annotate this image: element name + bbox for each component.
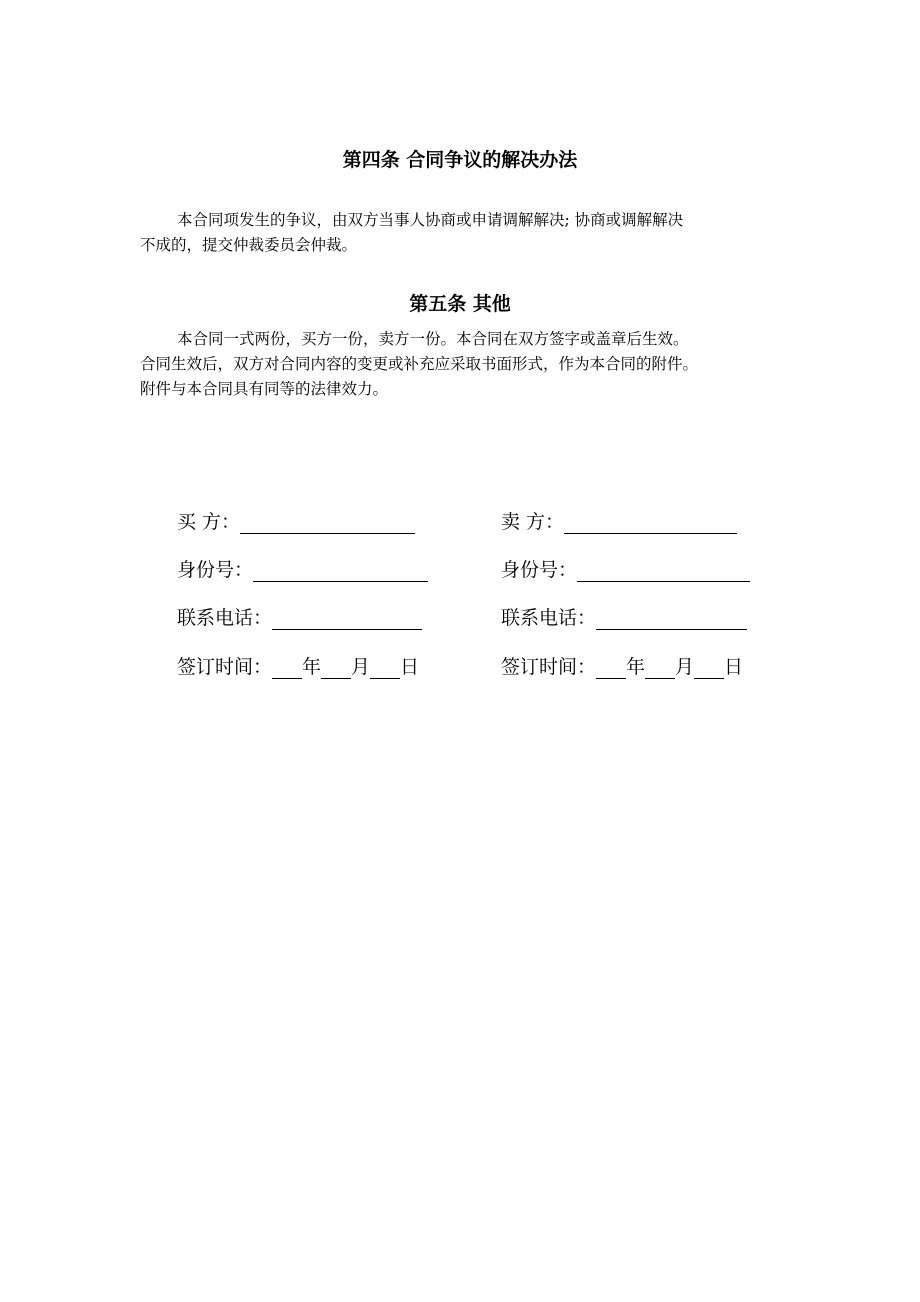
buyer-name-row xyxy=(177,510,497,534)
buyer-date-label: 签订时间： xyxy=(177,656,273,678)
buyer-day-unit: 日 xyxy=(400,656,420,678)
seller-phone-field[interactable] xyxy=(596,609,747,630)
seller-month-unit: 月 xyxy=(675,656,695,678)
seller-phone-label: 联系电话： xyxy=(501,607,597,629)
seller-id-label: 身份号： xyxy=(501,559,578,581)
article-5-body xyxy=(140,327,785,402)
buyer-phone-row xyxy=(177,606,497,630)
seller-date-row xyxy=(501,655,821,679)
buyer-year-unit: 年 xyxy=(302,656,322,678)
article-5-line-2: 合同生效后，双方对合同内容的变更或补充应采取书面形式，作为本合同的附件。 xyxy=(140,355,699,373)
buyer-id-field[interactable] xyxy=(253,561,428,582)
buyer-id-row xyxy=(177,558,497,582)
article-4-title: 第四条 合同争议的解决办法 xyxy=(342,149,578,171)
seller-month-field[interactable] xyxy=(645,658,675,679)
seller-year-field[interactable] xyxy=(596,658,626,679)
seller-name-row xyxy=(501,510,821,534)
seller-id-field[interactable] xyxy=(577,561,750,582)
article-4-line-2: 不成的，提交仲裁委员会仲裁。 xyxy=(140,236,358,254)
article-4-body xyxy=(140,208,785,258)
buyer-phone-field[interactable] xyxy=(272,609,422,630)
seller-day-field[interactable] xyxy=(694,658,724,679)
article-5-line-1: 本合同一式两份，买方一份，卖方一份。本合同在双方签字或盖章后生效。 xyxy=(177,330,689,348)
seller-day-unit: 日 xyxy=(724,656,744,678)
buyer-date-row xyxy=(177,655,497,679)
buyer-day-field[interactable] xyxy=(370,658,400,679)
seller-label: 卖 方： xyxy=(501,511,565,533)
buyer-month-field[interactable] xyxy=(321,658,351,679)
buyer-name-field[interactable] xyxy=(240,513,415,534)
buyer-id-label: 身份号： xyxy=(177,559,254,581)
buyer-phone-label: 联系电话： xyxy=(177,607,273,629)
seller-phone-row xyxy=(501,606,821,630)
article-5-line-3: 附件与本合同具有同等的法律效力。 xyxy=(140,380,389,398)
article-4-line-1: 本合同项发生的争议，由双方当事人协商或申请调解解决; 协商或调解解决 xyxy=(177,211,684,229)
seller-name-field[interactable] xyxy=(564,513,737,534)
seller-year-unit: 年 xyxy=(626,656,646,678)
buyer-label: 买 方： xyxy=(177,511,241,533)
article-5-title: 第五条 其他 xyxy=(409,293,511,315)
seller-date-label: 签订时间： xyxy=(501,656,597,678)
seller-id-row xyxy=(501,558,821,582)
buyer-year-field[interactable] xyxy=(272,658,302,679)
buyer-month-unit: 月 xyxy=(351,656,371,678)
